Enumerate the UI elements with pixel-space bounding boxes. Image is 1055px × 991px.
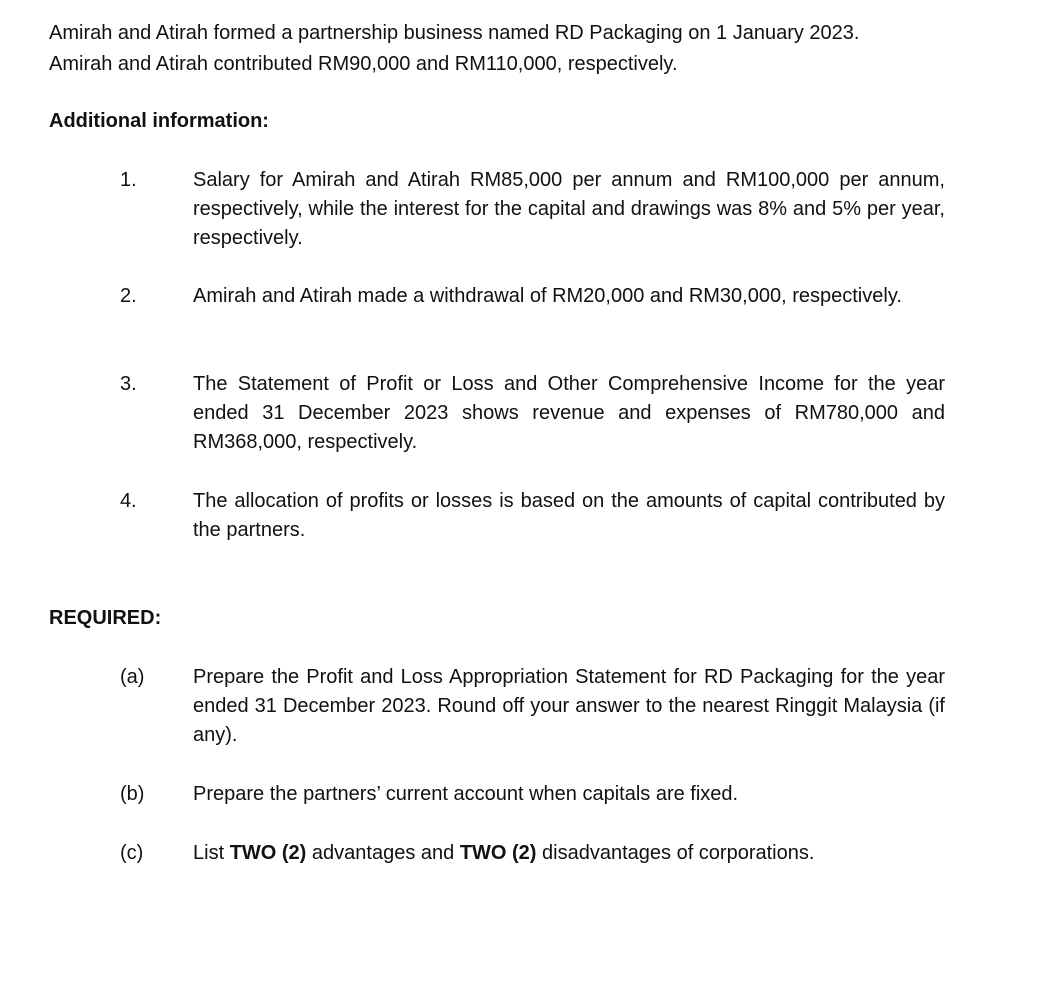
bold-text: TWO (2): [229, 842, 307, 864]
item-text: Amirah and Atirah made a withdrawal of RM20,000 and RM30,000, respectively.: [193, 285, 902, 307]
item-text: Prepare the Profit and Loss Appropriation Statement for RD Packaging for the year ended 31 December 2023. Round off your answer to the nearest Ringgit Malaysia (if any).: [193, 666, 945, 746]
item-text: The Statement of Profit or Loss and Other Comprehensive Income for the year ended 31 December 2023 shows revenue and expenses of RM780,000 and RM368,000, respectively.: [193, 373, 945, 453]
item-number: 4.: [120, 490, 137, 512]
item-number: (a): [120, 666, 145, 688]
item-text: Prepare the partners’ current account when capitals are fixed.: [193, 783, 739, 805]
text: List: [193, 842, 230, 864]
intro-line-1: Amirah and Atirah formed a partnership business named RD Packaging on 1 January 2023.: [49, 22, 860, 44]
item-text: Salary for Amirah and Atirah RM85,000 per annum and RM100,000 per annum, respectively, while the interest for the capital and drawings was 8% and 5% per year, respectively.: [193, 169, 945, 249]
item-text: The allocation of profits or losses is based on the amounts of capital contributed by the partners.: [193, 490, 945, 541]
text: advantages and: [306, 842, 460, 864]
item-number: 2.: [120, 285, 137, 307]
additional-heading: Additional information:: [49, 110, 269, 132]
item-number: 1.: [120, 169, 137, 191]
bold-text: TWO (2): [459, 842, 537, 864]
intro-line-2: Amirah and Atirah contributed RM90,000 and RM110,000, respectively.: [49, 53, 678, 75]
item-number: (b): [120, 783, 145, 805]
item-text: [193, 839, 945, 868]
item-number: (c): [120, 842, 144, 864]
required-heading: REQUIRED:: [49, 607, 162, 629]
text: disadvantages of corporations.: [536, 842, 815, 864]
item-number: 3.: [120, 373, 137, 395]
